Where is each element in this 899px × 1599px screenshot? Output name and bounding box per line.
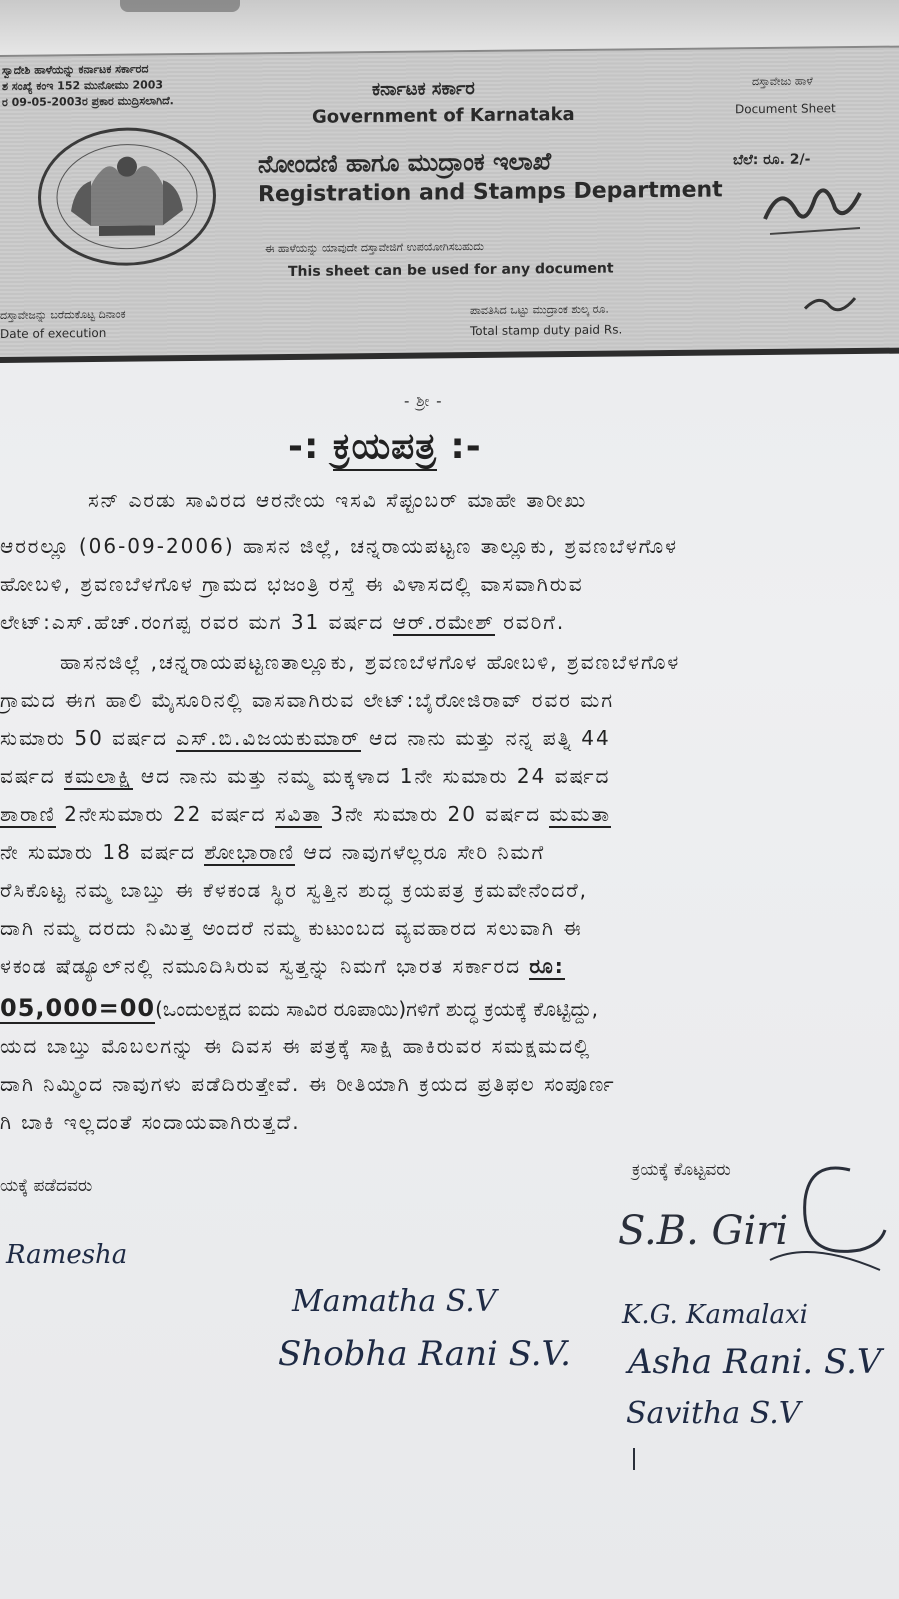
deed-line-11: ರೆಸಿಕೊಟ್ಟ ನಮ್ಮ ಬಾಬ್ತು ಈ ಕೆಳಕಂಡ ಸ್ಥಿರ ಸ್ವತ್ತಿನ ಶುದ್ಧ ಕ್ರಯಪತ್ರ ಕ್ರಮವೇನೆಂದರೆ,	[0, 878, 588, 902]
deed-line-14-text: (ಒಂದುಲಕ್ಷದ ಐದು ಸಾವಿರ ರೂಪಾಯಿ)ಗಳಿಗೆ ಶುದ್ಧ ಕ್ರಯಕ್ಕೆ ಕೊಟ್ಟಿದ್ದು,	[155, 997, 598, 1021]
deed-line-7	[0, 726, 611, 750]
kamalakshi-signature: K.G. Kamalaxi	[622, 1300, 808, 1330]
deed-line-8-text: ವರ್ಷದ	[0, 764, 65, 788]
deed-line-17: ಗಿ ಬಾಕಿ ಇಲ್ಲದಂತೆ ಸಂದಾಯವಾಗಿರುತ್ತದೆ.	[0, 1110, 301, 1134]
deed-line-15: ಯದ ಬಾಬ್ತು ಮೊಬಲಗನ್ನು ಈ ದಿವಸ ಈ ಪತ್ರಕ್ಕೆ ಸಾಕ್ಷಿ ಹಾಕಿರುವರ ಸಮಕ್ಷಮದಲ್ಲಿ	[0, 1034, 592, 1058]
deed-line-4	[0, 610, 565, 634]
stamp-top-note-line-2: ಶ ಸಂಖ್ಯೆ ಕಂಇ 152 ಮುನೋಮು 2003	[2, 78, 164, 93]
deed-line-5: ಹಾಸನಜಿಲ್ಲೆ ,ಚನ್ನರಾಯಪಟ್ಟಣತಾಲ್ಲೂಕು, ಶ್ರವಣಬೆಳಗೊಳ ಹೋಬಳಿ, ಶ್ರವಣಬೆಳಗೊಳ	[60, 650, 681, 674]
deed-line-8-tail: ಆದ ನಾನು ಮತ್ತು ನಮ್ಮ ಮಕ್ಕಳಾದ 1ನೇ ಸುಮಾರು 24 ವರ್ಷದ	[132, 764, 611, 788]
deed-line-1: ಸನ್ ಎರಡು ಸಾವಿರದ ಆರನೇಯ ಇಸವಿ ಸೆಪ್ಟಂಬರ್ ಮಾಹೇ ತಾರೀಖು	[88, 488, 588, 512]
title-text: ಕ್ರಯಪತ್ರ	[333, 426, 437, 471]
purchaser-signature: Ramesha	[6, 1240, 128, 1270]
child-3-name: ಮಮತಾ	[549, 802, 612, 826]
child-4-name: ಶೋಭಾರಾಣಿ	[204, 840, 296, 864]
purchaser-label: ಯಕ್ಕೆ ಪಡೆದವರು	[0, 1176, 93, 1196]
usage-note-english: This sheet can be used for any document	[288, 260, 614, 280]
stamp-duty-label-kannada: ಪಾವತಿಸಿದ ಒಟ್ಟು ಮುದ್ರಾಂಕ ಶುಲ್ಕ ರೂ.	[470, 302, 609, 318]
savitha-signature: Savitha S.V	[626, 1396, 801, 1431]
seller-label: ಕ್ರಯಕ್ಕೆ ಕೊಟ್ಟವರು	[632, 1160, 731, 1180]
stamp-paper-header	[0, 46, 899, 363]
deed-line-7-tail: ಆದ ನಾನು ಮತ್ತು ನನ್ನ ಪತ್ನಿ 44	[360, 726, 611, 750]
stamp-top-note-line-3: ರ 09-05-2003ರ ಪ್ರಕಾರ ಮುದ್ರಿಸಲಾಗಿದೆ.	[2, 94, 174, 109]
seller-flourish	[720, 1160, 890, 1280]
department-name-kannada: ನೋಂದಣಿ ಹಾಗೂ ಮುದ್ರಾಂಕ ಇಲಾಖೆ	[258, 147, 552, 179]
deed-line-13-text: ಳಕಂಡ ಷೆಡ್ಯೂಲ್‌ನಲ್ಲಿ ನಮೂದಿಸಿರುವ ಸ್ವತ್ತನ್ನು ನಿಮಗೆ ಭಾರತ ಸರ್ಕಾರದ	[0, 954, 530, 978]
deed-line-12: ದಾಗಿ ನಮ್ಮ ದರದು ನಿಮಿತ್ತ ಅಂದರೆ ನಮ್ಮ ಕುಟುಂಬದ ವ್ಯವಹಾರದ ಸಲುವಾಗಿ ಈ	[0, 916, 583, 940]
execution-date-label-kannada: ದಸ್ತಾವೇಜನ್ನು ಬರೆದುಕೊಟ್ಟ ದಿನಾಂಕ	[0, 307, 126, 322]
title-left-mark: -:	[288, 426, 320, 467]
deed-line-10-tail: ಆದ ನಾವುಗಳೆಲ್ಲರೂ ಸೇರಿ ನಿಮಗೆ	[295, 840, 546, 864]
deed-line-9-mid: 2ನೇಸುಮಾರು 22 ವರ್ಷದ	[55, 802, 275, 826]
usage-note-kannada: ಈ ಹಾಳೆಯನ್ನು ಯಾವುದೇ ದಸ್ತಾವೇಜಿಗೆ ಉಪಯೋಗಿಸಬಹುದು	[265, 239, 484, 256]
mamatha-signature: Mamatha S.V	[292, 1284, 497, 1319]
deed-line-16: ದಾಗಿ ನಿಮ್ಮಿಂದ ನಾವುಗಳು ಪಡೆದಿರುತ್ತೇವೆ. ಈ ರೀತಿಯಾಗಿ ಕ್ರಯದ ಪ್ರತಿಫಲ ಸಂಪೂರ್ಣ	[0, 1072, 616, 1096]
deed-title	[288, 426, 482, 468]
purchaser-name: ಆರ್.ರಮೇಶ್	[392, 610, 495, 634]
execution-date-label-english: Date of execution	[0, 325, 107, 341]
deed-line-13	[0, 954, 565, 978]
deed-line-9-mid2: 3ನೇ ಸುಮಾರು 20 ವರ್ಷದ	[322, 802, 550, 826]
karnataka-emblem-icon	[38, 127, 216, 267]
deed-line-8	[0, 764, 610, 788]
top-scribble	[120, 0, 240, 12]
deed-line-14	[0, 994, 598, 1022]
government-title-kannada: ಕರ್ನಾಟಕ ಸರ್ಕಾರ	[372, 78, 475, 101]
wife-name: ಕಮಲಾಕ್ಷಿ	[64, 764, 133, 788]
department-name-english: Registration and Stamps Department	[258, 177, 723, 208]
invocation: - ಶ್ರೀ -	[404, 392, 443, 410]
seller-name: ಎಸ್.ಬಿ.ವಿಜಯಕುಮಾರ್	[176, 726, 361, 750]
pen-stroke	[628, 1446, 640, 1472]
child-1-name: ಶಾರಾಣಿ	[0, 802, 56, 826]
official-signature-scribble	[760, 178, 870, 239]
government-title-english: Government of Karnataka	[312, 103, 575, 128]
sale-amount: 05,000=00	[0, 994, 156, 1022]
deed-line-7-text: ಸುಮಾರು 50 ವರ್ಷದ	[0, 726, 177, 750]
deed-line-3: ಹೋಬಳಿ, ಶ್ರವಣಬೆಳಗೊಳ ಗ್ರಾಮದ ಭಜಂತ್ರಿ ರಸ್ತೆ ಈ ವಿಳಾಸದಲ್ಲಿ ವಾಸವಾಗಿರುವ	[0, 572, 584, 596]
shobha-rani-signature: Shobha Rani S.V.	[278, 1334, 571, 1374]
document-sheet-label-kannada: ದಸ್ತಾವೇಜು ಹಾಳೆ	[752, 74, 813, 89]
rupees-symbol: ರೂ:	[529, 954, 565, 978]
stamp-top-note-line-1: ಸ್ವಾದೇಶಿ ಹಾಳೆಯನ್ನು ಕರ್ನಾಟಕ ಸರ್ಕಾರದ	[2, 62, 149, 77]
deed-line-4-tail: ರವರಿಗೆ.	[494, 610, 566, 634]
deed-line-10-text: ನೇ ಸುಮಾರು 18 ವರ್ಷದ	[0, 840, 205, 864]
document-sheet-label-english: Document Sheet	[735, 101, 836, 117]
asha-rani-signature: Asha Rani. S.V	[628, 1342, 882, 1382]
deed-line-10	[0, 840, 545, 864]
sheet-price: ಬೆಲೆ: ರೂ. 2/-	[733, 151, 811, 169]
seller-initials-signature: S.B. Giri	[618, 1208, 789, 1254]
title-right-mark: :-	[450, 426, 482, 467]
deed-line-9	[0, 802, 611, 826]
stamp-duty-scribble	[800, 288, 860, 319]
deed-line-6: ಗ್ರಾಮದ ಈಗ ಹಾಲಿ ಮೈಸೂರಿನಲ್ಲಿ ವಾಸವಾಗಿರುವ ಲೇಟ್:ಬೈರೋಜಿರಾವ್ ರವರ ಮಗ	[0, 688, 615, 712]
deed-line-4-text: ಲೇಟ್:ಎಸ್.ಹೆಚ್.ರಂಗಪ್ಪ ರವರ ಮಗ 31 ವರ್ಷದ	[0, 610, 393, 634]
child-2-name: ಸವಿತಾ	[274, 802, 323, 826]
stamp-duty-label-english: Total stamp duty paid Rs.	[470, 322, 623, 339]
deed-line-2: ಆರರಲ್ಲೂ (06-09-2006) ಹಾಸನ ಜಿಲ್ಲೆ, ಚನ್ನರಾಯಪಟ್ಟಣ ತಾಲ್ಲೂಕು, ಶ್ರವಣಬೆಳಗೊಳ	[0, 534, 678, 558]
